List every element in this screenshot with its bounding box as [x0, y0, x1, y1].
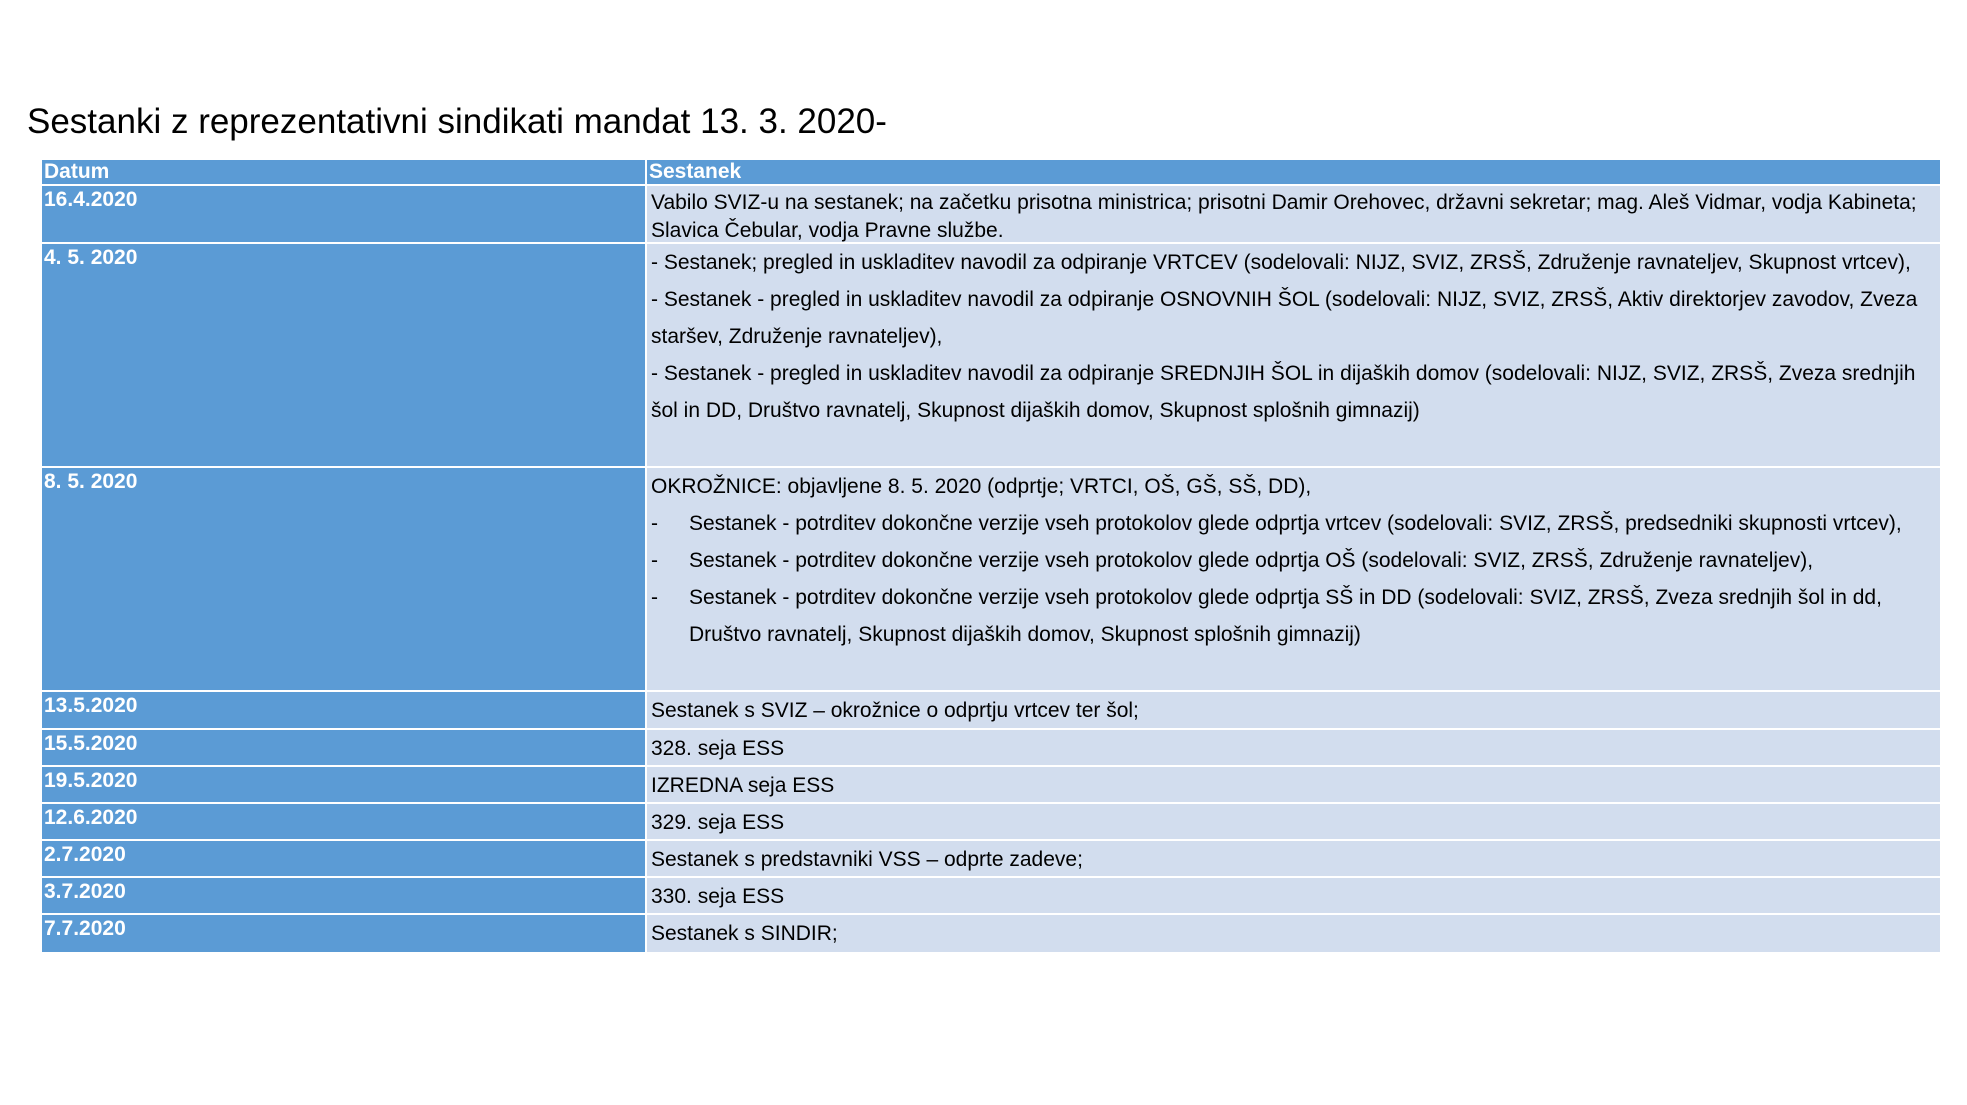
column-header-meeting: Sestanek: [647, 160, 1940, 184]
table-row: [42, 730, 1940, 767]
bullet-text: Sestanek - potrditev dokončne verzije vseh protokolov glede odprtja OŠ (sodelovali: SVIZ, ZRSŠ, Združenje ravnateljev),: [689, 549, 1814, 572]
table-row: [42, 767, 1940, 804]
row-meeting: 330. seja ESS: [647, 878, 1940, 913]
list-item: [651, 579, 1936, 653]
row-meeting: 329. seja ESS: [647, 804, 1940, 839]
table-row: [42, 244, 1940, 468]
meetings-table: [42, 160, 1940, 952]
bullet-text: Sestanek - potrditev dokončne verzije vseh protokolov glede odprtja SŠ in DD (sodelovali: SVIZ, ZRSŠ, Zveza srednjih šol in dd, Društvo ravnatelj, Skupnost dijaških domov, Skupnost splošnih gimnazij): [689, 586, 1882, 646]
meeting-text: Vabilo SVIZ-u na sestanek; na začetku prisotna ministrica; prisotni Damir Orehovec, državni sekretar; mag. Aleš Vidmar, vodja Kabineta; Slavica Čebular, vodja Pravne službe.: [651, 191, 1917, 242]
row-date: 8. 5. 2020: [42, 468, 647, 690]
row-date: 3.7.2020: [42, 878, 647, 913]
meeting-intro: OKROŽNICE: objavljene 8. 5. 2020 (odprtje; VRTCI, OŠ, GŠ, SŠ, DD),: [651, 475, 1312, 498]
row-date: 13.5.2020: [42, 692, 647, 728]
row-meeting: [647, 244, 1940, 466]
table-header-row: [42, 160, 1940, 186]
row-meeting: 328. seja ESS: [647, 730, 1940, 765]
row-meeting: Sestanek s predstavniki VSS – odprte zadeve;: [647, 841, 1940, 876]
table-row: [42, 692, 1940, 730]
row-date: 12.6.2020: [42, 804, 647, 839]
table-row: [42, 804, 1940, 841]
table-row: [42, 186, 1940, 244]
bullet-dash: -: [651, 549, 658, 572]
row-meeting: Sestanek s SINDIR;: [647, 915, 1940, 952]
meeting-text: - Sestanek - pregled in uskladitev navodil za odpiranje SREDNJIH ŠOL in dijaških domov (sodelovali: NIJZ, SVIZ, ZRSŠ, Zveza srednjih šol in DD, Društvo ravnatelj, Skupnost dijaških domov, Skupnost splošnih gimnazij): [651, 362, 1916, 422]
row-date: 15.5.2020: [42, 730, 647, 765]
row-date: 19.5.2020: [42, 767, 647, 802]
column-header-date: Datum: [42, 160, 647, 184]
table-row: [42, 468, 1940, 692]
meeting-text: - Sestanek - pregled in uskladitev navodil za odpiranje OSNOVNIH ŠOL (sodelovali: NIJZ, SVIZ, ZRSŠ, Aktiv direktorjev zavodov, Zveza staršev, Združenje ravnateljev),: [651, 288, 1918, 348]
row-date: 2.7.2020: [42, 841, 647, 876]
row-meeting: IZREDNA seja ESS: [647, 767, 1940, 802]
row-meeting: Sestanek s SVIZ – okrožnice o odprtju vrtcev ter šol;: [647, 692, 1940, 728]
table-row: [42, 915, 1940, 952]
list-item: [651, 505, 1936, 542]
bullet-text: Sestanek - potrditev dokončne verzije vseh protokolov glede odprtja vrtcev (sodelovali: SVIZ, ZRSŠ, predsedniki skupnosti vrtcev),: [689, 512, 1902, 535]
bullet-dash: -: [651, 586, 658, 609]
bullet-dash: -: [651, 512, 658, 535]
row-date: 4. 5. 2020: [42, 244, 647, 466]
table-row: [42, 841, 1940, 878]
page-title: Sestanki z reprezentativni sindikati mandat 13. 3. 2020-: [27, 102, 887, 141]
row-date: 16.4.2020: [42, 186, 647, 242]
meeting-text: - Sestanek; pregled in uskladitev navodil za odpiranje VRTCEV (sodelovali: NIJZ, SVIZ, ZRSŠ, Združenje ravnateljev, Skupnost vrtcev),: [651, 251, 1911, 274]
row-meeting: [647, 186, 1940, 242]
row-meeting: [647, 468, 1940, 690]
table-row: [42, 878, 1940, 915]
list-item: [651, 542, 1936, 579]
row-date: 7.7.2020: [42, 915, 647, 952]
